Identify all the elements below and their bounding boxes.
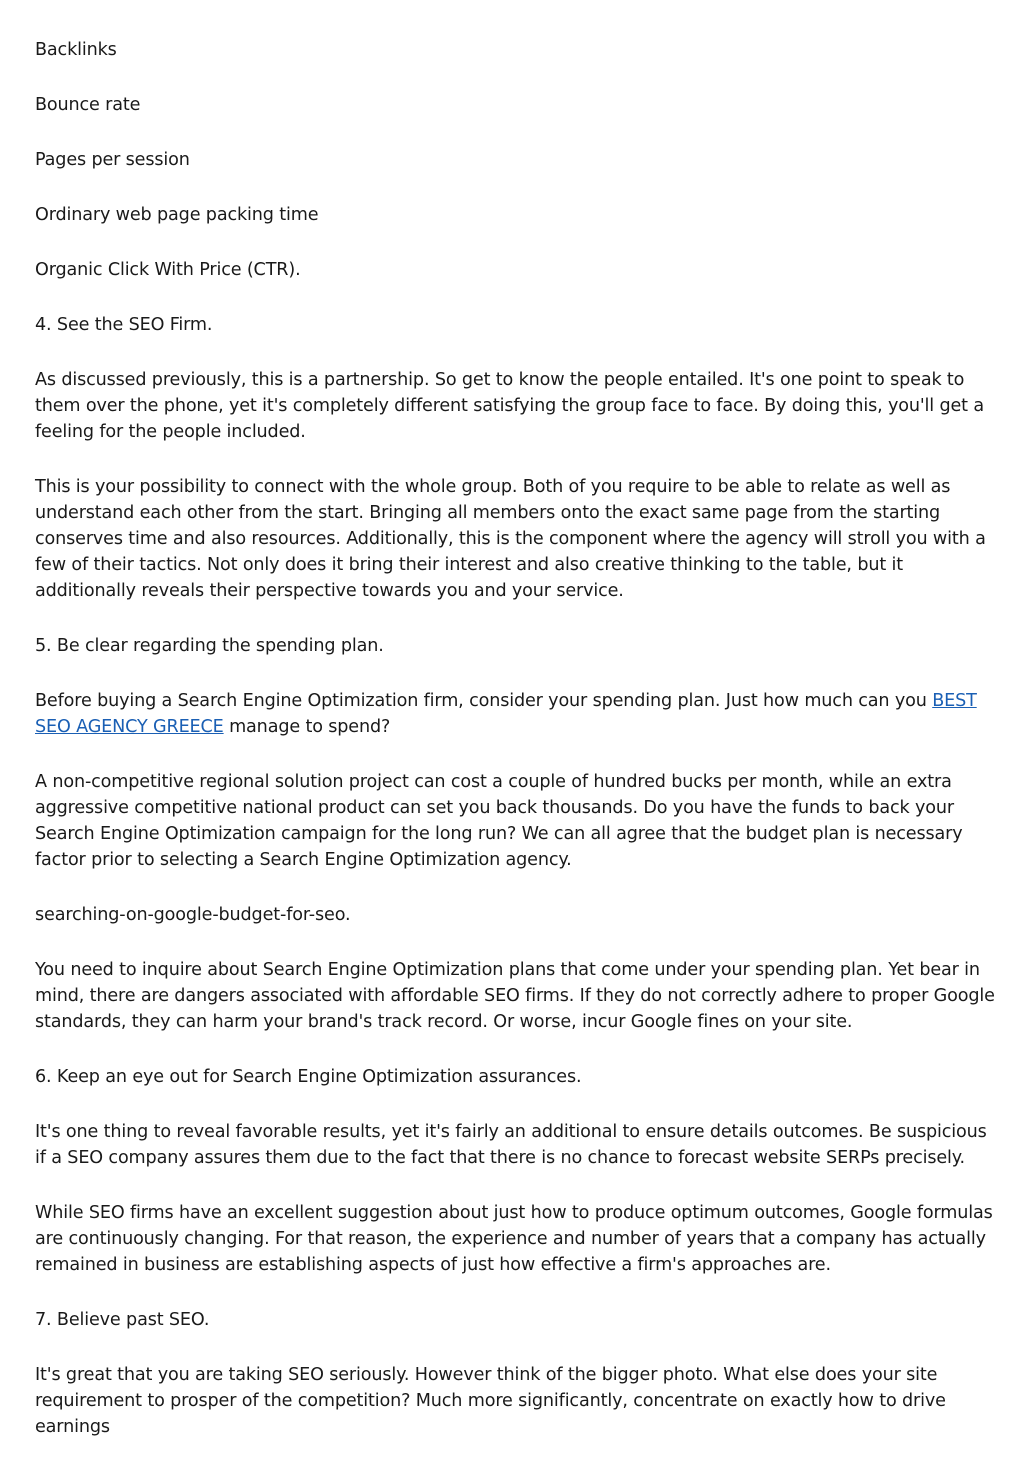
section-6-paragraph-2: While SEO firms have an excellent suggestion about just how to produce optimum outcomes, Google formulas are continuously changing. For that reason, the experience and number of years that a company has actually remained in business are establishing aspects of just how effective a firm's approaches are. bbox=[35, 1203, 993, 1275]
section-5-paragraph-1-text-after: manage to spend? bbox=[223, 717, 391, 737]
section-5-paragraph-2: A non-competitive regional solution project can cost a couple of hundred bucks per month, while an extra aggressive competitive national product can set you back thousands. Do you have the funds to back your Search Engine Optimization campaign for the long run? We can all agree that the budget plan is necessary factor prior to selecting a Search Engine Optimization agency. bbox=[35, 772, 963, 870]
section-7-heading: 7. Believe past SEO. bbox=[35, 1310, 210, 1330]
list-item-bounce-rate: Bounce rate bbox=[35, 95, 141, 115]
section-5-heading: 5. Be clear regarding the spending plan. bbox=[35, 636, 384, 656]
list-item-backlinks: Backlinks bbox=[35, 40, 117, 60]
section-4-paragraph-1: As discussed previously, this is a partnership. So get to know the people entailed. It's one point to speak to them over the phone, yet it's completely different satisfying the group face to face. By doing this, you'll get a feeling for the people included. bbox=[35, 370, 984, 442]
section-7-paragraph-1: It's great that you are taking SEO seriously. However think of the bigger photo. What else does your site requirement to prosper of the competition? Much more significantly, concentrate on exactly how to drive earnings bbox=[35, 1365, 946, 1437]
section-5-paragraph-1 bbox=[35, 688, 995, 740]
best-seo-agency-greece-link[interactable]: BEST SEO AGENCY GREECE bbox=[35, 691, 977, 737]
section-4-heading: 4. See the SEO Firm. bbox=[35, 315, 213, 335]
section-5-image-caption: searching-on-google-budget-for-seo. bbox=[35, 905, 351, 925]
section-5-paragraph-1-text-before: Before buying a Search Engine Optimization firm, consider your spending plan. Just how much can you bbox=[35, 691, 933, 711]
section-5-paragraph-3: You need to inquire about Search Engine Optimization plans that come under your spending plan. Yet bear in mind, there are dangers associated with affordable SEO firms. If they do not correctly adhere to proper Google standards, they can harm your brand's track record. Or worse, incur Google fines on your site. bbox=[35, 960, 995, 1032]
list-item-ctr: Organic Click With Price (CTR). bbox=[35, 260, 301, 280]
document-body bbox=[35, 37, 995, 1469]
section-6-paragraph-1: It's one thing to reveal favorable results, yet it's fairly an additional to ensure details outcomes. Be suspicious if a SEO company assures them due to the fact that there is no chance to forecast website SERPs precisely. bbox=[35, 1122, 987, 1168]
list-item-pages-per-session: Pages per session bbox=[35, 150, 190, 170]
section-6-heading: 6. Keep an eye out for Search Engine Optimization assurances. bbox=[35, 1067, 582, 1087]
section-4-paragraph-2: This is your possibility to connect with the whole group. Both of you require to be able to relate as well as understand each other from the start. Bringing all members onto the exact same page from the starting conserves time and also resources. Additionally, this is the component where the agency will stroll you with a few of their tactics. Not only does it bring their interest and also creative thinking to the table, but it additionally reveals their perspective towards you and your service. bbox=[35, 477, 986, 601]
list-item-load-time: Ordinary web page packing time bbox=[35, 205, 319, 225]
